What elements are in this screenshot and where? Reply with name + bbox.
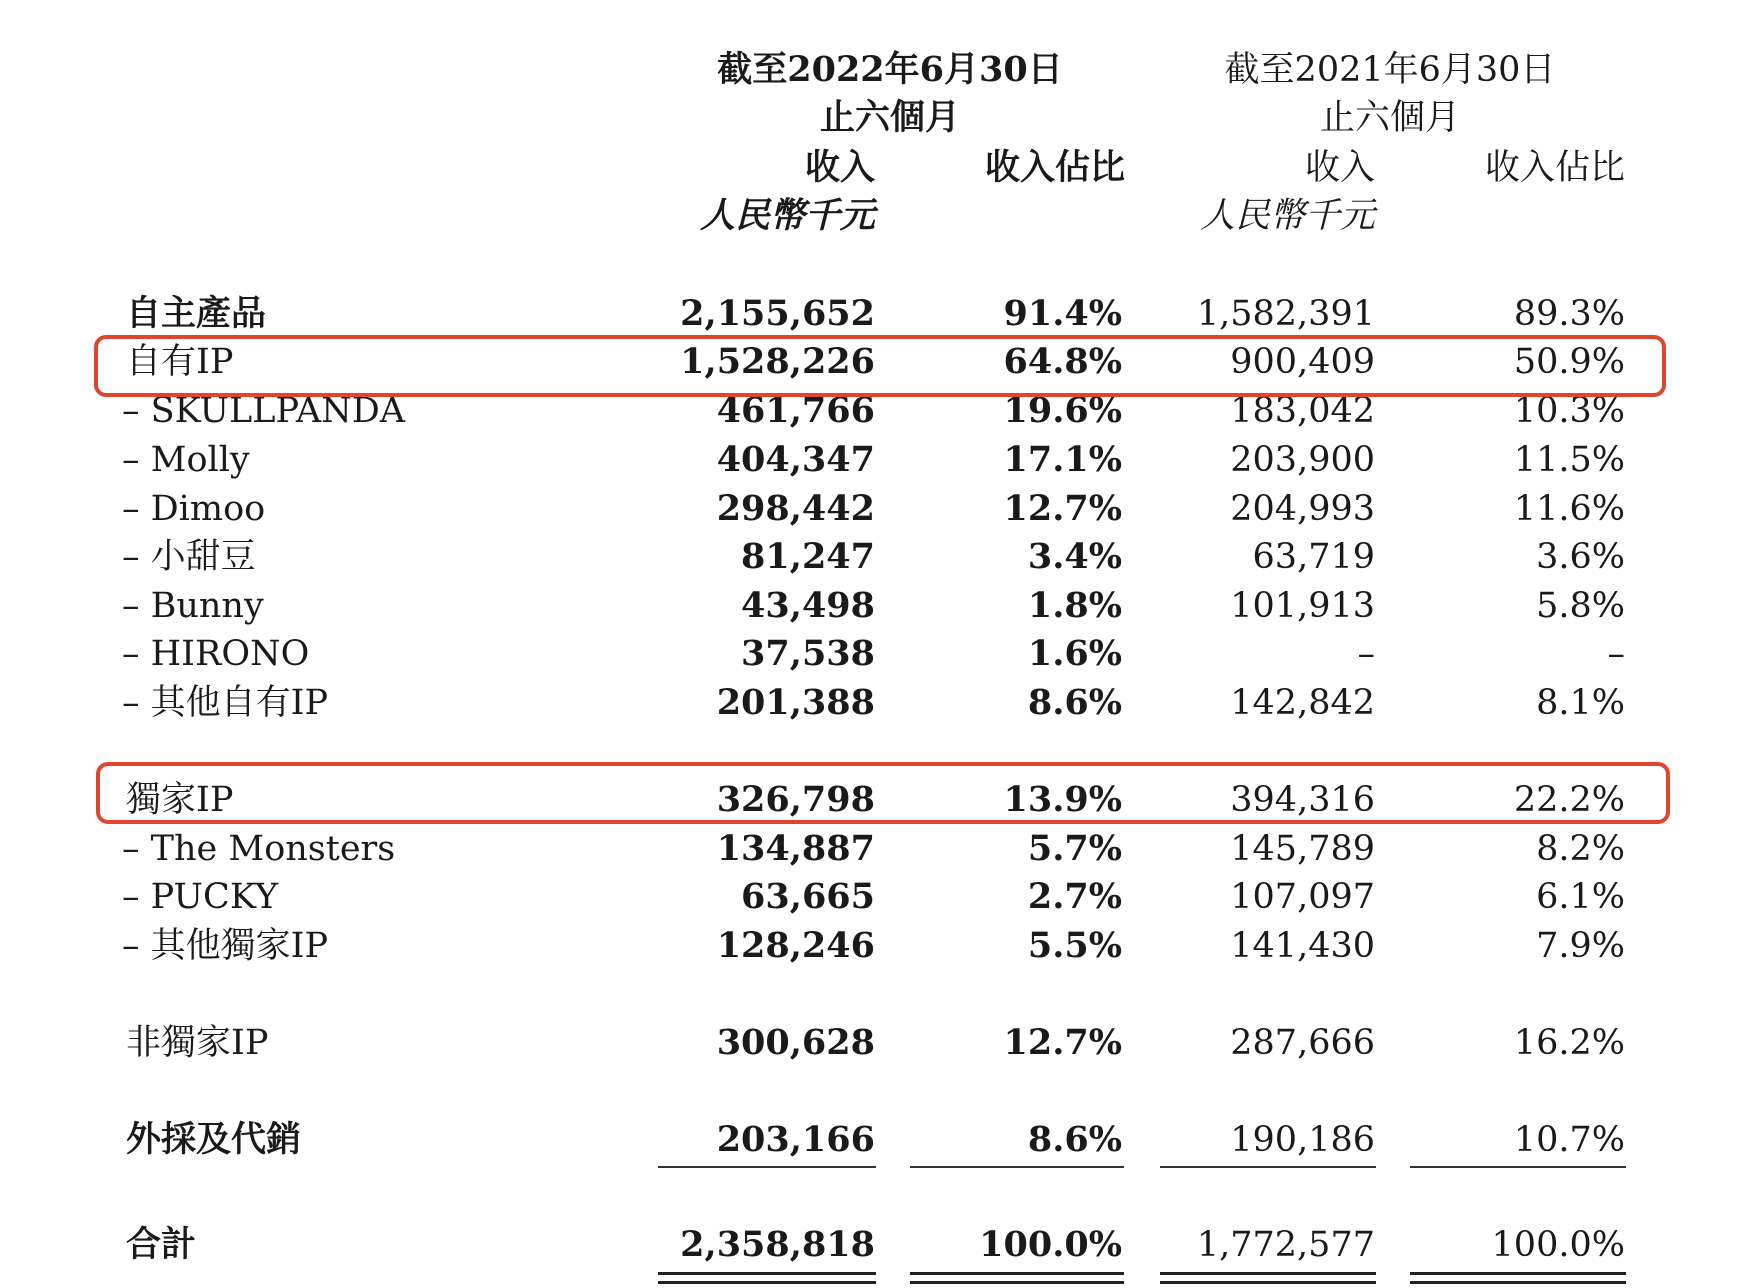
total-double-rule	[1160, 1272, 1376, 1284]
row-label: – HIRONO	[122, 634, 310, 674]
revenue-2022: 37,538	[741, 633, 875, 674]
share-2022: 3.4%	[1027, 536, 1122, 577]
row-label: – Bunny	[122, 586, 264, 626]
table-row-xiaotiandou	[0, 535, 1750, 579]
revenue-2021: 287,666	[1230, 1023, 1375, 1063]
row-label: 自有IP	[126, 342, 234, 382]
subtotal-rule	[1160, 1166, 1376, 1168]
share-2022: 91.4%	[1003, 293, 1122, 334]
revenue-2022: 128,246	[716, 925, 875, 966]
share-2021: 3.6%	[1536, 537, 1625, 577]
revenue-2021: –	[1357, 634, 1375, 674]
revenue-2022: 1,528,226	[680, 341, 875, 382]
revenue-2021: 394,316	[1230, 780, 1375, 820]
share-2022: 5.5%	[1027, 925, 1122, 966]
share-2021: 16.2%	[1513, 1023, 1625, 1063]
share-2021: 7.9%	[1536, 926, 1625, 966]
subtotal-rule	[658, 1166, 876, 1168]
table-row-molly	[0, 438, 1750, 482]
table-row-own-products	[0, 292, 1750, 336]
period-2021-subtitle: 止六個月	[1319, 98, 1460, 138]
table-row-other-exclusive-ip	[0, 924, 1750, 968]
revenue-2022: 203,166	[716, 1119, 875, 1160]
revenue-2021: 190,186	[1230, 1120, 1375, 1160]
share-2022: 2.7%	[1027, 876, 1122, 917]
revenue-2022: 134,887	[716, 828, 875, 869]
table-row-bunny	[0, 584, 1750, 628]
share-2021: 8.1%	[1536, 683, 1625, 723]
share-2021: 10.3%	[1513, 391, 1625, 431]
row-label: – PUCKY	[122, 877, 279, 917]
row-label: – Dimoo	[122, 489, 266, 529]
share-2021: 8.2%	[1536, 829, 1625, 869]
revenue-2022: 63,665	[741, 876, 875, 917]
share-2021: 10.7%	[1513, 1120, 1625, 1160]
revenue-2022: 404,347	[716, 439, 875, 480]
period-2022-title: 截至2022年6月30日	[717, 49, 1063, 90]
revenue-2021: 145,789	[1230, 829, 1375, 869]
revenue-2022: 461,766	[716, 390, 875, 431]
revenue-2021: 63,719	[1252, 537, 1375, 577]
table-row-the-monsters	[0, 827, 1750, 871]
share-2022: 1.8%	[1027, 585, 1122, 626]
row-label: 自主產品	[126, 293, 267, 334]
revenue-2021: 101,913	[1230, 586, 1375, 626]
share-2022: 100.0%	[979, 1224, 1122, 1265]
share-2022: 5.7%	[1027, 828, 1122, 869]
revenue-2021: 203,900	[1230, 440, 1375, 480]
revenue-2021: 107,097	[1230, 877, 1375, 917]
table-row-outsourced	[0, 1118, 1750, 1162]
share-2021: 100.0%	[1491, 1225, 1625, 1265]
revenue-2021: 204,993	[1230, 489, 1375, 529]
revenue-2021: 142,842	[1230, 683, 1375, 723]
share-2021: 11.5%	[1513, 440, 1625, 480]
revenue-2021: 183,042	[1230, 391, 1375, 431]
revenue-2022: 2,155,652	[680, 293, 875, 334]
revenue-2021: 1,772,577	[1196, 1225, 1375, 1265]
row-label: – 其他獨家IP	[122, 926, 329, 966]
revenue-2022: 81,247	[741, 536, 875, 577]
share-2021: 22.2%	[1513, 780, 1625, 820]
share-2021: 6.1%	[1536, 877, 1625, 917]
share-2022: 13.9%	[1003, 779, 1122, 820]
subtotal-rule	[1410, 1166, 1626, 1168]
share-2022: 17.1%	[1003, 439, 1122, 480]
total-double-rule	[1410, 1272, 1626, 1284]
share-2022: 12.7%	[1003, 1022, 1122, 1063]
highlight-box-exclusive-ip	[96, 762, 1670, 824]
period-2022-subtitle: 止六個月	[819, 97, 960, 138]
share-2021: 89.3%	[1513, 294, 1625, 334]
share-2022: 64.8%	[1003, 341, 1122, 382]
revenue-2021: 900,409	[1230, 342, 1375, 382]
total-double-rule	[910, 1272, 1124, 1284]
row-label: – 其他自有IP	[122, 683, 329, 723]
table-row-total	[0, 1223, 1750, 1267]
period-2021-title: 截至2021年6月30日	[1224, 50, 1556, 90]
share-2021: 50.9%	[1513, 342, 1625, 382]
share-header-2022: 收入佔比	[984, 147, 1125, 188]
row-label: – Molly	[122, 440, 250, 480]
table-row-hirono	[0, 632, 1750, 676]
share-2021: 5.8%	[1536, 586, 1625, 626]
highlight-box-own-ip	[94, 335, 1666, 397]
row-label: – The Monsters	[122, 829, 396, 869]
revenue-2021: 1,582,391	[1196, 294, 1375, 334]
table-row-pucky	[0, 875, 1750, 919]
unit-header-2022: 人民幣千元	[699, 195, 875, 236]
unit-header-2021: 人民幣千元	[1199, 196, 1375, 236]
revenue-2021: 141,430	[1230, 926, 1375, 966]
revenue-2022: 300,628	[716, 1022, 875, 1063]
row-label: – 小甜豆	[122, 537, 256, 577]
table-row-dimoo	[0, 487, 1750, 531]
subtotal-rule	[910, 1166, 1124, 1168]
revenue-2022: 201,388	[716, 682, 875, 723]
share-header-2021: 收入佔比	[1484, 148, 1625, 188]
row-label: 獨家IP	[126, 780, 234, 820]
total-double-rule	[658, 1272, 876, 1284]
table-row-non-exclusive-ip	[0, 1021, 1750, 1065]
revenue-2022: 326,798	[716, 779, 875, 820]
revenue-header-2021: 收入	[1304, 148, 1375, 188]
share-2022: 8.6%	[1027, 682, 1122, 723]
revenue-2022: 43,498	[741, 585, 875, 626]
share-2021: 11.6%	[1513, 489, 1625, 529]
share-2022: 12.7%	[1003, 488, 1122, 529]
row-label: 合計	[126, 1224, 197, 1265]
revenue-header-2022: 收入	[804, 147, 875, 188]
row-label: 外採及代銷	[126, 1119, 302, 1160]
share-2022: 1.6%	[1027, 633, 1122, 674]
revenue-2022: 298,442	[716, 488, 875, 529]
share-2021: –	[1607, 634, 1625, 674]
share-2022: 8.6%	[1027, 1119, 1122, 1160]
row-label: 非獨家IP	[126, 1023, 269, 1063]
table-row-other-own-ip	[0, 681, 1750, 725]
share-2022: 19.6%	[1003, 390, 1122, 431]
revenue-2022: 2,358,818	[680, 1224, 875, 1265]
row-label: – SKULLPANDA	[122, 391, 406, 431]
